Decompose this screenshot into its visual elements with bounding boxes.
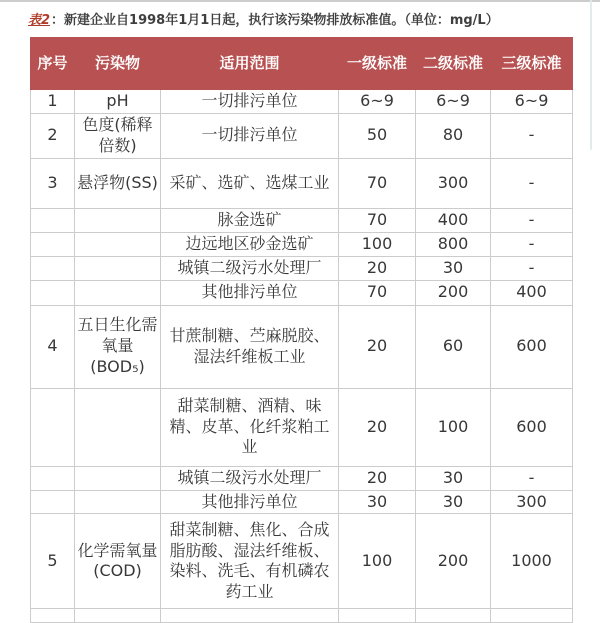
- cell-scope: 边远地区砂金选矿: [161, 232, 339, 256]
- table-row: [31, 256, 573, 280]
- table-caption-text: ：新建企业自1998年1月1日起，执行该污染物排放标准值。（单位：mg/L）: [51, 13, 499, 28]
- table-row: [31, 158, 573, 208]
- cell-pollutant: pH: [75, 90, 161, 114]
- cell-level2: 80: [416, 114, 491, 159]
- cell-level1: 6~9: [339, 90, 416, 114]
- cell-seq: 1: [31, 90, 75, 114]
- cell-level3: 600: [491, 305, 573, 388]
- table-header-row: [31, 38, 573, 90]
- pollutant-standards-table: [30, 37, 573, 623]
- cell-seq: 5: [31, 514, 75, 609]
- cell-pollutant: [75, 280, 161, 305]
- cell-scope: 采矿、选矿、选煤工业: [161, 158, 339, 208]
- cell-level2: 200: [416, 280, 491, 305]
- cell-seq: [31, 388, 75, 466]
- cell-level1: 70: [339, 208, 416, 232]
- cell-seq: [31, 466, 75, 490]
- col-header-level3: 三级标准: [491, 38, 573, 90]
- cell-level1: 20: [339, 466, 416, 490]
- cell-level1: 20: [339, 305, 416, 388]
- cell-level3: 400: [491, 280, 573, 305]
- table-row: [31, 305, 573, 388]
- table-row: [31, 466, 573, 490]
- cell-level1: 70: [339, 280, 416, 305]
- cell-pollutant: 悬浮物(SS): [75, 158, 161, 208]
- cell-level3: 1000: [491, 514, 573, 609]
- cell-level3: -: [491, 232, 573, 256]
- table-row: [31, 90, 573, 114]
- col-header-level1: 一级标准: [339, 38, 416, 90]
- cell-pollutant: [75, 256, 161, 280]
- col-header-seq: 序号: [31, 38, 75, 90]
- cell-scope: 城镇二级污水处理厂: [161, 466, 339, 490]
- cell-level1: 30: [339, 490, 416, 514]
- cell-level1: 50: [339, 114, 416, 159]
- page-top-edge: [0, 0, 600, 2]
- table-row: [31, 114, 573, 159]
- cell-level1: 100: [339, 514, 416, 609]
- table-row: [31, 280, 573, 305]
- cell-pollutant: [75, 388, 161, 466]
- cell-level3: 300: [491, 490, 573, 514]
- cell-pollutant: [75, 466, 161, 490]
- cell-level3: 6~9: [491, 90, 573, 114]
- col-header-scope: 适用范围: [161, 38, 339, 90]
- cell-seq: 4: [31, 305, 75, 388]
- table-caption: [28, 9, 588, 28]
- cell-scope: 城镇二级污水处理厂: [161, 256, 339, 280]
- cell-level2: 800: [416, 232, 491, 256]
- cell-level3: -: [491, 466, 573, 490]
- cell-seq: [31, 256, 75, 280]
- cell-scope: 一切排污单位: [161, 114, 339, 159]
- cell-level1: 70: [339, 158, 416, 208]
- cell-level2: 200: [416, 514, 491, 609]
- table-row: [31, 490, 573, 514]
- cell-pollutant: 色度(稀释倍数): [75, 114, 161, 159]
- cell-level2: 100: [416, 388, 491, 466]
- cell-level2: 400: [416, 208, 491, 232]
- cell-level1: 20: [339, 388, 416, 466]
- cell-level2: 30: [416, 466, 491, 490]
- cell-level3: 600: [491, 388, 573, 466]
- cell-level2: 30: [416, 490, 491, 514]
- cell-level1: 100: [339, 232, 416, 256]
- cell-pollutant: [75, 490, 161, 514]
- cell-level3: -: [491, 256, 573, 280]
- cell-level3: -: [491, 208, 573, 232]
- cell-scope: 一切排污单位: [161, 90, 339, 114]
- cell-scope: 其他排污单位: [161, 490, 339, 514]
- cell-seq: [31, 280, 75, 305]
- cell-level1: 20: [339, 256, 416, 280]
- cell-scope: 甜菜制糖、酒精、味精、皮革、化纤浆粕工业: [161, 388, 339, 466]
- table-row: [31, 388, 573, 466]
- cell-scope: 甘蔗制糖、苎麻脱胶、湿法纤维板工业: [161, 305, 339, 388]
- cell-level2: 6~9: [416, 90, 491, 114]
- cell-pollutant: [75, 208, 161, 232]
- cell-level2: 60: [416, 305, 491, 388]
- table-row: [31, 208, 573, 232]
- cell-level3: -: [491, 158, 573, 208]
- col-header-level2: 二级标准: [416, 38, 491, 90]
- col-header-pollutant: 污染物: [75, 38, 161, 90]
- cell-seq: [31, 232, 75, 256]
- cell-scope: 其他排污单位: [161, 280, 339, 305]
- cell-pollutant: 化学需氧量(COD): [75, 514, 161, 609]
- cell-level2: 300: [416, 158, 491, 208]
- table-row: [31, 232, 573, 256]
- cell-level2: 30: [416, 256, 491, 280]
- cell-seq: 3: [31, 158, 75, 208]
- cell-scope: 甜菜制糖、焦化、合成脂肪酸、湿法纤维板、染料、洗毛、有机磷农药工业: [161, 514, 339, 609]
- cell-scope: 脉金选矿: [161, 208, 339, 232]
- cell-level3: -: [491, 114, 573, 159]
- cell-seq: 2: [31, 114, 75, 159]
- scrollbar-thumb[interactable]: [590, 0, 592, 150]
- cell-seq: [31, 490, 75, 514]
- cell-pollutant: [75, 232, 161, 256]
- cell-pollutant: 五日生化需氧量(BOD₅): [75, 305, 161, 388]
- cell-seq: [31, 208, 75, 232]
- table-caption-label: 表2: [28, 13, 51, 28]
- table-row: [31, 514, 573, 609]
